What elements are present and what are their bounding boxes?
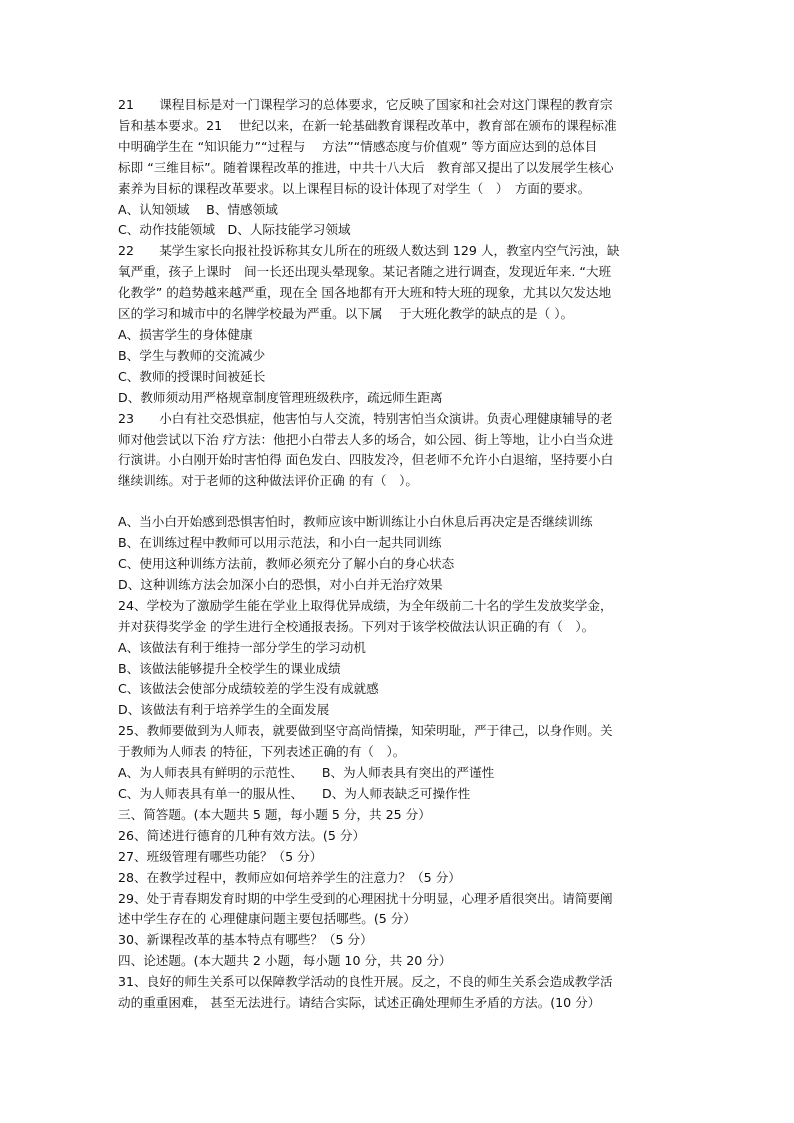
option-line: B、该做法能够提升全校学生的课业成绩	[118, 660, 341, 676]
question-line: 30、新课程改革的基本特点有哪些？（5 分）	[118, 932, 373, 948]
text-line: 于教师为人师表 的特征，下列表述正确的有（ ）。	[118, 744, 406, 760]
question-line: 26、简述进行德育的几种有效方法。(5 分）	[118, 827, 366, 843]
option-line: C、为人师表具有单一的服从性、 D、为人师表缺乏可操作性	[118, 786, 471, 801]
option-line: C、动作技能领域 D、人际技能学习领域	[118, 222, 351, 238]
text-line: 标即 “三维目标”。随着课程改革的推进，中共十八大后 教育部又提出了以发展学生核心	[118, 159, 614, 175]
option-line: B、学生与教师的交流减少	[118, 347, 266, 363]
text-line: 化教学” 的趋势越来越严重，现在全 国各地都有开大班和特大班的现象，尤其以欠发达地	[118, 285, 612, 301]
option-line: D、该做法有利于培养学生的全面发展	[118, 702, 330, 718]
option-line: D、这种训练方法会加深小白的恐惧，对小白并无治疗效果	[118, 576, 443, 592]
section-heading: 四、论述题。(本大题共 2 小题，每小题 10 分，共 20 分）	[118, 953, 452, 969]
text-line: 旨和基本要求。21 世纪以来，在新一轮基础教育课程改革中，教育部在颁布的课程标准	[118, 117, 617, 133]
option-line: C、使用这种训练方法前，教师必须充分了解小白的身心状态	[118, 556, 455, 572]
option-line: C、教师的授课时间被延长	[118, 368, 266, 384]
text-line: 21 课程目标是对一门课程学习的总体要求，它反映了国家和社会对这门课程的教育宗	[118, 97, 613, 112]
text-line: 行演讲。小白刚开始时害怕得 面色发白、四肢发冷，但老师不允许小白退缩，坚持要小白	[118, 452, 614, 468]
option-line: A、为人师表具有鲜明的示范性、 B、为人师表具有突出的严谨性	[118, 765, 495, 781]
text-line: 区的学习和城市中的名牌学校最为严重。以下属 于大班化教学的缺点的是（ ）。	[118, 306, 574, 322]
text-line: 24、学校为了激励学生能在学业上取得优异成绩，为全年级前二十名的学生发放奖学金，	[118, 597, 613, 613]
text-line: 并对获得奖学金 的学生进行全校通报表扬。下列对于该学校做法认识正确的有（ ）。	[118, 618, 595, 634]
text-line: 23 小白有社交恐惧症，他害怕与人交流，特别害怕当众演讲。负责心理健康辅导的老	[118, 410, 613, 426]
question-line: 28、在教学过程中，教师应如何培养学生的注意力？（5 分）	[118, 869, 461, 885]
question-line: 31、良好的师生关系可以保障教学活动的良性开展。反之，不良的师生关系会造成教学活	[118, 974, 613, 990]
blank-line	[118, 492, 678, 512]
question-line: 动的重重困难， 甚至无法进行。请结合实际，试述正确处理师生矛盾的方法。(10 分）	[118, 995, 601, 1011]
option-line: A、认知领域 B、情感领域	[118, 201, 278, 217]
option-line: D、教师须动用严格规章制度管理班级秩序，疏远师生距离	[118, 389, 443, 405]
text-line: 师对他尝试以下治 疗方法：他把小白带去人多的场合，如公园、街上等地，让小白当众进	[118, 431, 614, 447]
text-line: 25、教师要做到为人师表，就要做到坚守高尚情操，知荣明耻，严于律己，以身作则。关	[118, 723, 613, 739]
text-line: 22 某学生家长向报社投诉称其女儿所在的班级人数达到 129 人，教室内空气污浊，缺	[118, 243, 620, 259]
text-line: 氧严重，孩子上课时 间一长还出现头晕现象。某记者随之进行调查，发现近年来. “大班	[118, 264, 612, 280]
option-line: C、该做法会使部分成绩较差的学生没有成就感	[118, 681, 379, 697]
option-line: A、该做法有利于维持一部分学生的学习动机	[118, 639, 366, 655]
option-line: A、损害学生的身体健康	[118, 326, 253, 342]
document-page	[118, 95, 678, 1014]
section-heading: 三、简答题。(本大题共 5 题，每小题 5 分，共 25 分）	[118, 806, 431, 822]
text-line: 中明确学生在 “知识能力”“过程与 方法”“情感态度与价值观” 等方面应达到的总体目	[118, 138, 598, 154]
text-line: 素养为目标的课程改革要求。以上课程目标的设计体现了对学生（ ） 方面的要求。	[118, 180, 591, 196]
text-line: 继续训练。对于老师的这种做法评价正确 的有（ ）。	[118, 473, 418, 489]
option-line: B、在训练过程中教师可以用示范法，和小白一起共同训练	[118, 535, 442, 551]
question-line: 29、处于青春期发育时期的中学生受到的心理困扰十分明显，心理矛盾很突出。请简要阐	[118, 890, 613, 906]
question-line: 27、班级管理有哪些功能？（5 分）	[118, 848, 323, 864]
question-line: 述中学生存在的 心理健康问题主要包括哪些。(5 分）	[118, 911, 416, 927]
option-line: A、当小白开始感到恐惧害怕时，教师应该中断训练让小白休息后再决定是否继续训练	[118, 514, 593, 530]
